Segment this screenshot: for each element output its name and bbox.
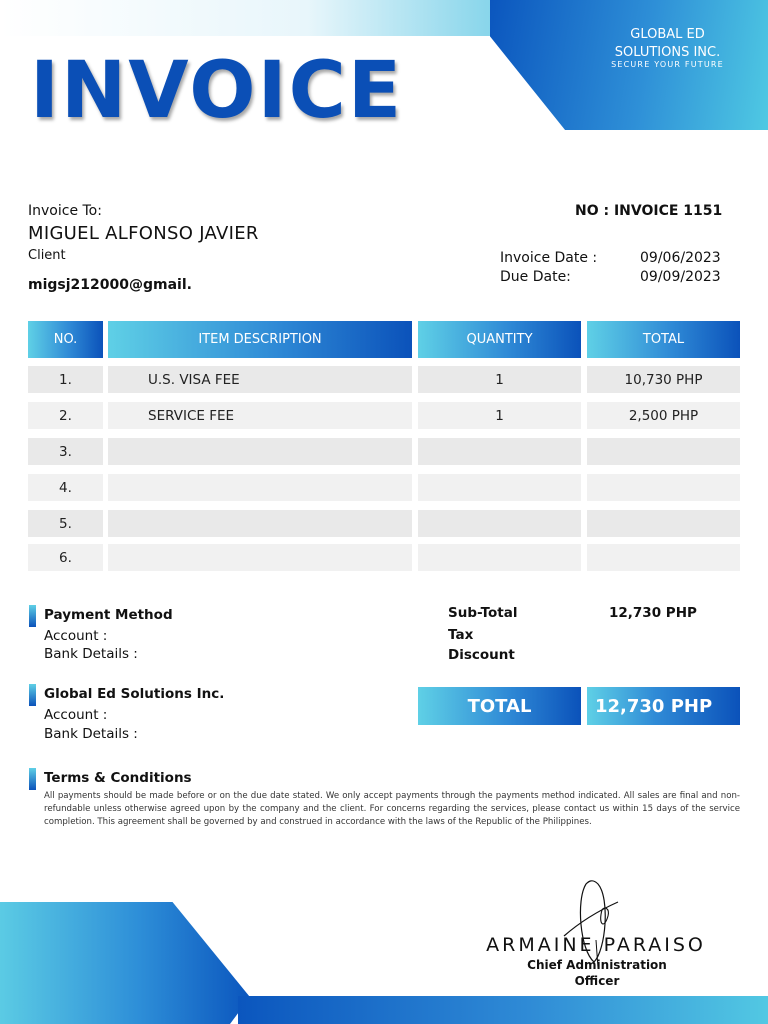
row-2-quantity: 1	[418, 402, 581, 429]
row-2-no: 2.	[28, 402, 103, 429]
row-6-no: 6.	[28, 544, 103, 571]
grand-total-value: 12,730 PHP	[587, 687, 740, 725]
grand-total-label: TOTAL	[418, 687, 581, 725]
row-1-quantity: 1	[418, 366, 581, 393]
row-3-description	[108, 438, 412, 465]
client-name: MIGUEL ALFONSO JAVIER	[28, 223, 259, 244]
tax-label: Tax	[448, 627, 474, 643]
row-3-quantity	[418, 438, 581, 465]
column-header-no	[28, 321, 103, 358]
invoice-title: INVOICE	[30, 46, 404, 136]
column-header-total-label: TOTAL	[642, 332, 685, 347]
client-role: Client	[28, 248, 66, 263]
signatory-title	[512, 957, 682, 989]
client-email: migsj212000@gmail.	[28, 277, 192, 293]
row-4-no: 4.	[28, 474, 103, 501]
row-6-total	[587, 544, 740, 571]
column-header-description	[108, 321, 412, 358]
company-section-heading: Global Ed Solutions Inc.	[44, 686, 225, 702]
invoice-date-value: 09/06/2023	[640, 250, 721, 266]
row-2-description: SERVICE FEE	[108, 402, 412, 429]
terms-heading: Terms & Conditions	[44, 770, 192, 786]
row-4-description	[108, 474, 412, 501]
column-header-quantity-label: QUANTITY	[466, 332, 533, 347]
discount-label: Discount	[448, 647, 515, 663]
column-header-description-label: ITEM DESCRIPTION	[198, 332, 322, 347]
signatory-title-line1: Chief Administration	[527, 958, 667, 972]
invoice-to-label: Invoice To:	[28, 203, 102, 219]
row-5-total	[587, 510, 740, 537]
company-logo-text	[590, 26, 745, 69]
signatory-name: ARMAINE PARAISO	[486, 934, 706, 956]
company-name-line1: GLOBAL ED	[630, 27, 705, 42]
column-header-quantity	[418, 321, 581, 358]
company-tagline: SECURE YOUR FUTURE	[611, 60, 724, 69]
column-header-no-label: NO.	[53, 332, 78, 347]
company-bank-label: Bank Details :	[44, 726, 138, 742]
company-account-label: Account :	[44, 707, 108, 723]
row-2-total: 2,500 PHP	[587, 402, 740, 429]
payment-method-heading: Payment Method	[44, 607, 173, 623]
row-4-quantity	[418, 474, 581, 501]
row-3-total	[587, 438, 740, 465]
company-name-line2: SOLUTIONS INC.	[614, 45, 721, 60]
invoice-date-label: Invoice Date :	[500, 250, 598, 266]
terms-section-accent	[29, 768, 36, 790]
invoice-number: NO : INVOICE 1151	[575, 203, 723, 219]
row-6-quantity	[418, 544, 581, 571]
row-3-no: 3.	[28, 438, 103, 465]
company-section-accent	[29, 684, 36, 706]
row-5-quantity	[418, 510, 581, 537]
payment-section-accent	[29, 605, 36, 627]
column-header-total	[587, 321, 740, 358]
terms-body: All payments should be made before or on the due date stated. We only accept payments through the payments method indicated. All sales are final and non-refundable unless otherwise agreed upon by the company and the client. For concerns regarding the services, please contact us within 15 days of the service completion. This agreement shall be governed by and construed in accordance with the laws of the Republic of the Philippines.	[44, 791, 740, 827]
bottom-left-corner-shape	[0, 902, 250, 1024]
row-4-total	[587, 474, 740, 501]
row-5-description	[108, 510, 412, 537]
row-1-no: 1.	[28, 366, 103, 393]
subtotal-value: 12,730 PHP	[609, 605, 697, 621]
payment-account-label: Account :	[44, 628, 108, 644]
row-1-total: 10,730 PHP	[587, 366, 740, 393]
bottom-gradient-band	[238, 996, 768, 1024]
row-6-description	[108, 544, 412, 571]
row-1-description: U.S. VISA FEE	[108, 366, 412, 393]
due-date-value: 09/09/2023	[640, 269, 721, 285]
subtotal-label: Sub-Total	[448, 605, 518, 621]
signatory-title-line2: Officer	[574, 974, 620, 988]
row-5-no: 5.	[28, 510, 103, 537]
due-date-label: Due Date:	[500, 269, 571, 285]
payment-bank-label: Bank Details :	[44, 646, 138, 662]
